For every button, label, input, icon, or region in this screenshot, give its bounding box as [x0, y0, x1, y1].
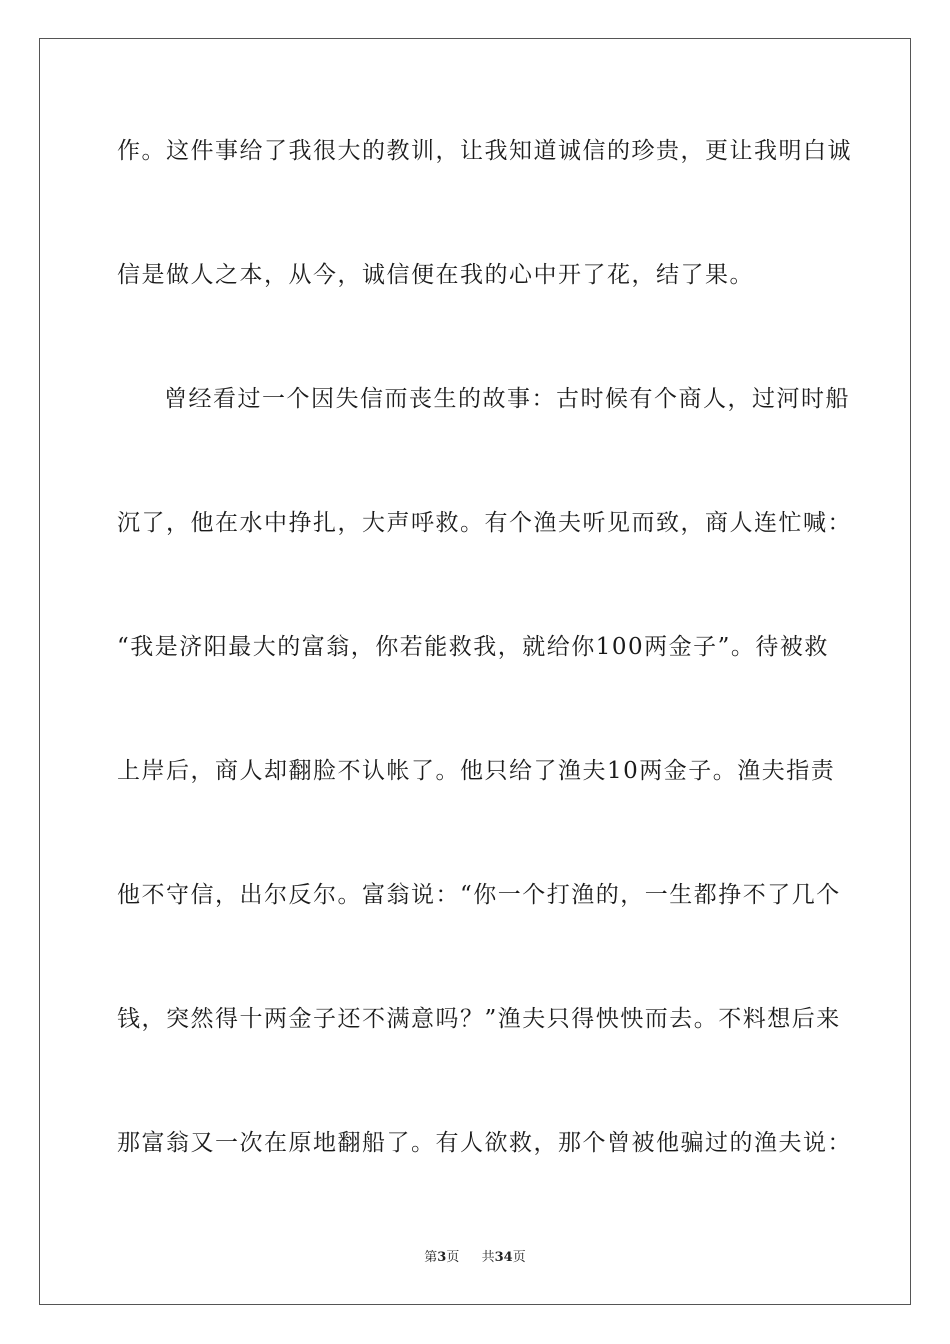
text-line: 信是做人之本，从今，诚信便在我的心中开了花，结了果。 [117, 262, 754, 288]
text-line: 钱，突然得十两金子还不满意吗？”渔夫只得怏怏而去。不料想后来 [117, 1006, 841, 1032]
page-footer [0, 1249, 950, 1267]
total-pages-indicator: 共34页 [481, 1250, 526, 1265]
current-page-number: 3 [437, 1250, 447, 1265]
total-pages-number: 34 [494, 1250, 513, 1265]
text-line: 上岸后，商人却翻脸不认帐了。他只给了渔夫10两金子。渔夫指责 [117, 758, 836, 784]
text-line: 作。这件事给了我很大的教训，让我知道诚信的珍贵，更让我明白诚 [117, 138, 852, 164]
paragraph-first-line: 曾经看过一个因失信而丧生的故事：古时候有个商人，过河时船 [164, 386, 850, 412]
text-line: 他不守信，出尔反尔。富翁说：“你一个打渔的，一生都挣不了几个 [117, 882, 841, 908]
text-line: 沉了，他在水中挣扎，大声呼救。有个渔夫听见而致，商人连忙喊： [117, 510, 852, 536]
text-line: 那富翁又一次在原地翻船了。有人欲救，那个曾被他骗过的渔夫说： [117, 1130, 852, 1156]
page-indicator: 第3页 [424, 1250, 460, 1265]
text-line: “我是济阳最大的富翁，你若能救我，就给你100两金子”。待被救 [117, 634, 829, 660]
page-border [39, 38, 911, 1305]
